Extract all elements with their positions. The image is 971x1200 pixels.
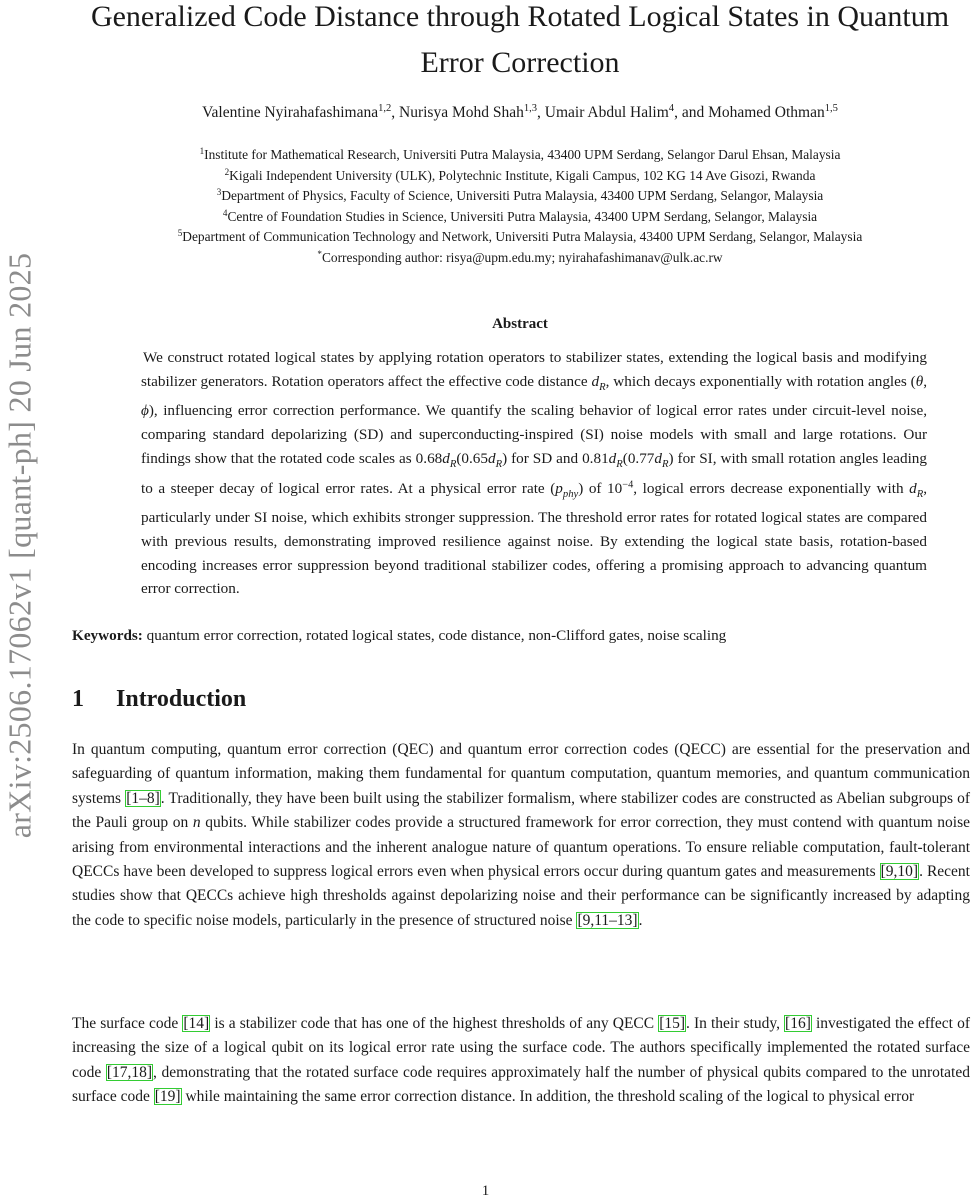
abstract-body: We construct rotated logical states by applying rotation operators to stabilizer states, extending the logical basis and modifying stabilizer generators. Rotation operators affect the effective code distance $d_R$, which decays exponentially with rotation angles (θ, ϕ), influencing error correction performance. We quantify the scaling behavior of logical error rates under circuit-level noise, comparing standard depolarizing (SD) and superconducting-inspired (SI) noise models with small and large rotations. Our findings show that the rotated code scales as $0.68d_R(0.65d_R)$ for SD and $0.81d_R(0.77d_R)$ for SI, with small rotation angles leading to a steeper decay of logical error rates. At a physical error rate $(p_{phy})$ of $10^{-4}$, logical errors decrease exponentially with $d_R$, particularly under SI noise, which exhibits stronger suppression. The threshold error rates for rotated logical states are compared with previous results, demonstrating improved resilience against noise. By extending the logical state basis, rotation-based encoding increases error suppression beyond traditional stabilizer codes, offering a promising approach to advancing quantum error correction.	[141, 349, 927, 598]
affiliation-mark: 1	[199, 146, 205, 156]
math-symbol: ϕ	[141, 402, 149, 420]
math-superscript: −4	[622, 478, 634, 490]
math-subscript: R	[662, 458, 669, 470]
arxiv-identifier-text: arXiv:2506.17062v1 [quant-ph] 20 Jun 2025	[1, 252, 38, 838]
author-list: Valentine Nyirahafashimana$^{1,2}$, Nurisya Mohd Shah$^{1,3}$, Umair Abdul Halim$^4$, and Mohamed Othman$^{1,5}$	[202, 103, 838, 121]
affiliation-mark: 5	[177, 228, 183, 239]
affiliation-mark: 2	[224, 166, 230, 177]
math-subscript: R	[495, 458, 503, 470]
affiliation-text: Kigali Independent University (ULK), Polytechnic Institute, Kigali Campus, 102 KG 14 Ave Gisozi, Rwanda	[229, 167, 816, 183]
math-symbol: θ	[915, 372, 924, 390]
author-affiliation-mark: 1,5	[824, 103, 838, 115]
math-subscript: R	[449, 458, 457, 470]
affiliation-mark: *	[317, 248, 322, 259]
author-name: Nurisya Mohd Shah	[399, 104, 524, 121]
section-title: Introduction	[116, 686, 247, 712]
affiliation-mark: 4	[222, 207, 228, 218]
keywords-line	[72, 627, 962, 645]
citation-link[interactable]: [9,10]	[880, 863, 919, 881]
math-symbol: $d_R$	[608, 449, 623, 470]
affiliation-mark: 3	[216, 187, 222, 198]
math-symbol: $p_{phy}$	[555, 479, 579, 500]
page-number: 1	[481, 1183, 490, 1199]
citation-link[interactable]: [14]	[183, 1015, 210, 1032]
affiliation-text: Corresponding author: risya@upm.edu.my; nyirahafashimanav@ulk.ac.rw	[321, 249, 723, 265]
paper-title: Generalized Code Distance through Rotated Logical States in Quantum Error Correction	[90, 0, 950, 79]
affiliation-line	[70, 227, 970, 248]
affiliation-line	[70, 207, 970, 228]
author-name: Umair Abdul Halim	[544, 104, 669, 121]
citation-link[interactable]: [19]	[154, 1088, 181, 1106]
arxiv-identifier	[2, 200, 38, 890]
affiliation-line	[70, 145, 970, 166]
author-name: Valentine Nyirahafashimana	[202, 104, 379, 121]
affiliation-line	[70, 248, 970, 269]
affiliation-text: Department of Physics, Faculty of Science, Universiti Putra Malaysia, 43400 UPM Serdang, Selangor, Malaysia	[221, 188, 824, 204]
math-symbol: n	[192, 814, 201, 832]
citation-link[interactable]: [16]	[785, 1015, 811, 1032]
math-subscript: R	[616, 458, 623, 470]
author-affiliation-mark: 4	[668, 103, 675, 115]
author-name: Mohamed Othman	[708, 104, 825, 121]
citation-link[interactable]: [15]	[659, 1015, 686, 1032]
affiliation-line	[70, 166, 970, 187]
math-symbol: $d_R$	[654, 449, 669, 470]
math-symbol: $d_R$	[909, 479, 924, 500]
section-heading-introduction	[72, 686, 246, 713]
keywords-label: Keywords:	[72, 627, 143, 644]
author-affiliation-mark: 1,2	[378, 103, 392, 115]
math-symbol: $d_R$	[442, 449, 457, 470]
math-symbol: $d_R$	[488, 449, 503, 470]
affiliation-line	[70, 186, 970, 207]
citation-link[interactable]: [1–8]	[126, 789, 160, 807]
affiliation-text: Institute for Mathematical Research, Universiti Putra Malaysia, 43400 UPM Serdang, Selangor Darul Ehsan, Malaysia	[204, 147, 841, 162]
affiliation-list	[70, 145, 970, 269]
intro-paragraph-1: In quantum computing, quantum error correction (QEC) and quantum error correction codes (QECC) are essential for the preservation and safeguarding of quantum information, making them fundamental for quantum computation, quantum memories, and quantum communication systems [1–8]. Traditionally, they have been built using the stabilizer formalism, where stabilizer codes are constructed as Abelian subgroups of the Pauli group on n qubits. While stabilizer codes provide a structured framework for error correction, they must contend with quantum noise arising from environmental interactions and the inherent analogue nature of quantum operations. To ensure reliable computation, fault-tolerant QECCs have been developed to suppress logical errors even when physical errors occur during quantum gates and measurements [9,10]. Recent studies show that QECCs achieve high thresholds against depolarizing noise and their performance can be significantly increased by adapting the code to specific noise models, particularly in the presence of structured noise [9,11–13].	[72, 741, 970, 929]
keywords-text: quantum error correction, rotated logical states, code distance, non-Clifford gates, noise scaling	[146, 627, 727, 644]
abstract-heading: Abstract	[492, 316, 548, 332]
citation-link[interactable]: [9,11–13]	[577, 911, 638, 929]
affiliation-text: Department of Communication Technology and Network, Universiti Putra Malaysia, 43400 UPM Serdang, Selangor, Malaysia	[182, 229, 863, 245]
math-subscript: R	[599, 381, 606, 393]
section-number: 1	[72, 686, 84, 712]
math-subscript: R	[916, 488, 924, 500]
author-affiliation-mark: 1,3	[523, 103, 538, 115]
math-symbol: $d_R$	[591, 372, 606, 393]
math-subscript: phy	[562, 488, 579, 500]
citation-link[interactable]: [17,18]	[106, 1063, 153, 1081]
intro-paragraph-2: The surface code [14] is a stabilizer code that has one of the highest thresholds of any QECC [15]. In their study, [16] investigated the effect of increasing the size of a logical qubit on its logical error rate using the surface code. The authors specifically implemented the rotated surface code [17,18], demonstrating that the rotated surface code requires approximately half the number of physical qubits compared to the unrotated surface code [19] while maintaining the same error correction distance. In addition, the threshold scaling of the logical to physical error	[72, 1015, 970, 1106]
affiliation-text: Centre of Foundation Studies in Science, Universiti Putra Malaysia, 43400 UPM Serdang, Selangor, Malaysia	[227, 208, 818, 224]
